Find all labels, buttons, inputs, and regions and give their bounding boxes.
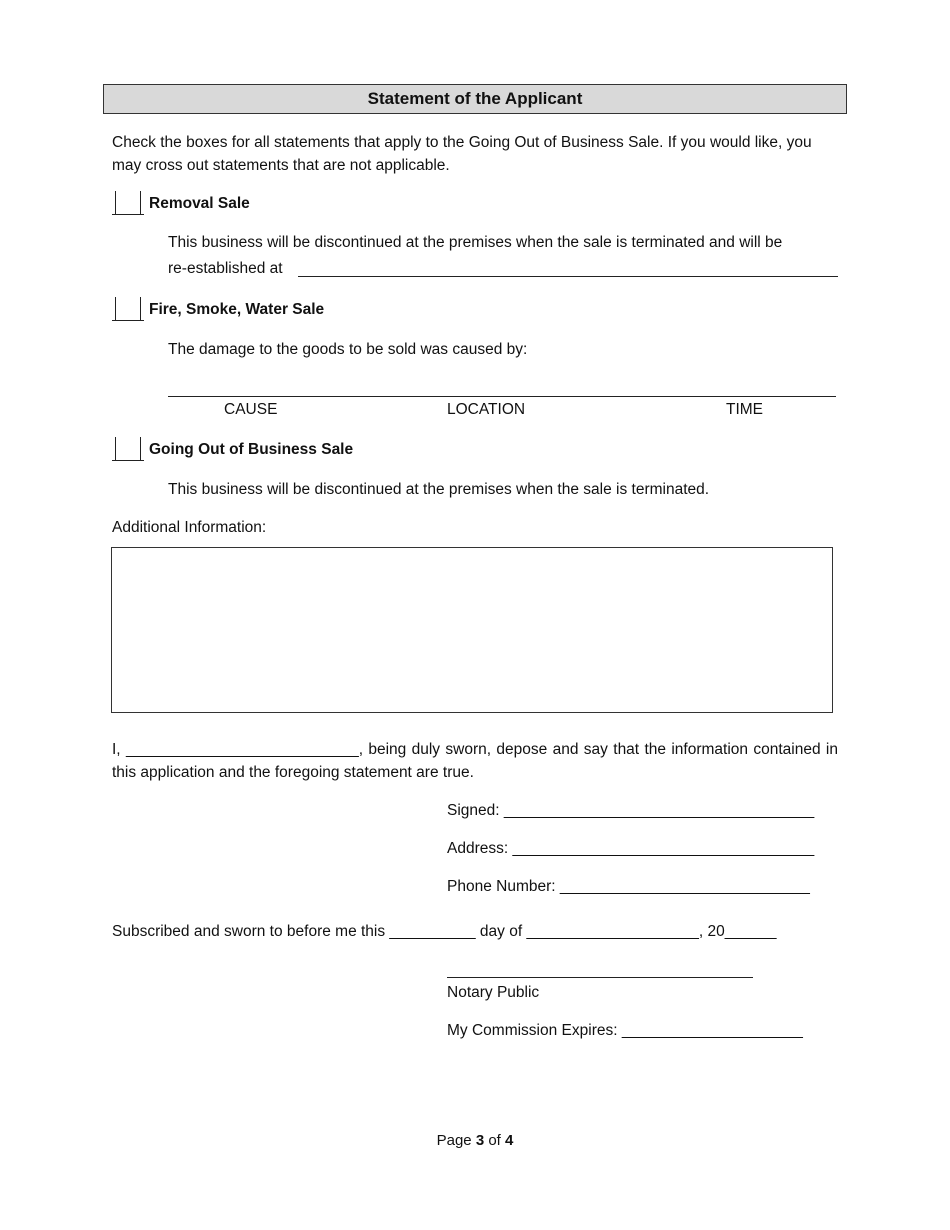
additional-info-label: Additional Information: xyxy=(112,519,267,536)
page-number: 3 xyxy=(475,1132,485,1149)
phone-number-field[interactable]: Phone Number: _____________________________ xyxy=(447,878,810,895)
removal-sale-label: Removal Sale xyxy=(149,195,250,212)
checkbox-underline-left xyxy=(112,460,115,461)
checkbox-underline-left xyxy=(112,320,115,321)
commission-expires-field[interactable]: My Commission Expires: _____________________ xyxy=(447,1022,803,1039)
location-column-label: LOCATION xyxy=(447,401,526,418)
section-title-text: Statement of the Applicant xyxy=(367,89,583,108)
removal-sale-text-line1: This business will be discontinued at the premises when the sale is terminated and will be xyxy=(168,234,783,251)
gob-sale-label: Going Out of Business Sale xyxy=(149,441,354,458)
checkbox-underline-right xyxy=(141,214,144,215)
signed-field[interactable]: Signed: ____________________________________ xyxy=(447,802,815,819)
of-word: of xyxy=(488,1132,501,1149)
removal-sale-text-line2: re-established at xyxy=(168,260,283,277)
fire-sale-text: The damage to the goods to be sold was caused by: xyxy=(168,341,528,358)
fire-smoke-water-sale-checkbox[interactable] xyxy=(115,297,141,321)
reestablished-at-field[interactable] xyxy=(298,276,838,277)
fire-sale-label: Fire, Smoke, Water Sale xyxy=(149,301,325,318)
section-title xyxy=(103,84,847,114)
page-footer xyxy=(0,1132,950,1149)
address-field[interactable]: Address: ___________________________________ xyxy=(447,840,815,857)
notary-signature-field[interactable] xyxy=(447,977,753,978)
going-out-of-business-checkbox[interactable] xyxy=(115,437,141,461)
subscribed-sworn-line[interactable]: Subscribed and sworn to before me this __________ day of ____________________, 20______ xyxy=(112,923,777,940)
gob-sale-text: This business will be discontinued at the premises when the sale is terminated. xyxy=(168,481,710,498)
sworn-statement: I, ___________________________, being duly sworn, depose and say that the information contained in this application and the foregoing statement are true. xyxy=(112,741,838,781)
notary-public-label: Notary Public xyxy=(447,984,540,1001)
removal-sale-checkbox[interactable] xyxy=(115,191,141,215)
instructions-text: Check the boxes for all statements that apply to the Going Out of Business Sale. If you would like, you may cross out statements that are not applicable. xyxy=(112,134,812,174)
damage-cause-field[interactable] xyxy=(168,396,836,397)
time-column-label: TIME xyxy=(726,401,764,418)
additional-info-textarea[interactable] xyxy=(111,547,833,713)
checkbox-underline-right xyxy=(141,320,144,321)
checkbox-underline-right xyxy=(141,460,144,461)
checkbox-underline-left xyxy=(112,214,115,215)
cause-column-label: CAUSE xyxy=(224,401,278,418)
page-total: 4 xyxy=(505,1132,514,1149)
page-word: Page xyxy=(436,1132,472,1149)
